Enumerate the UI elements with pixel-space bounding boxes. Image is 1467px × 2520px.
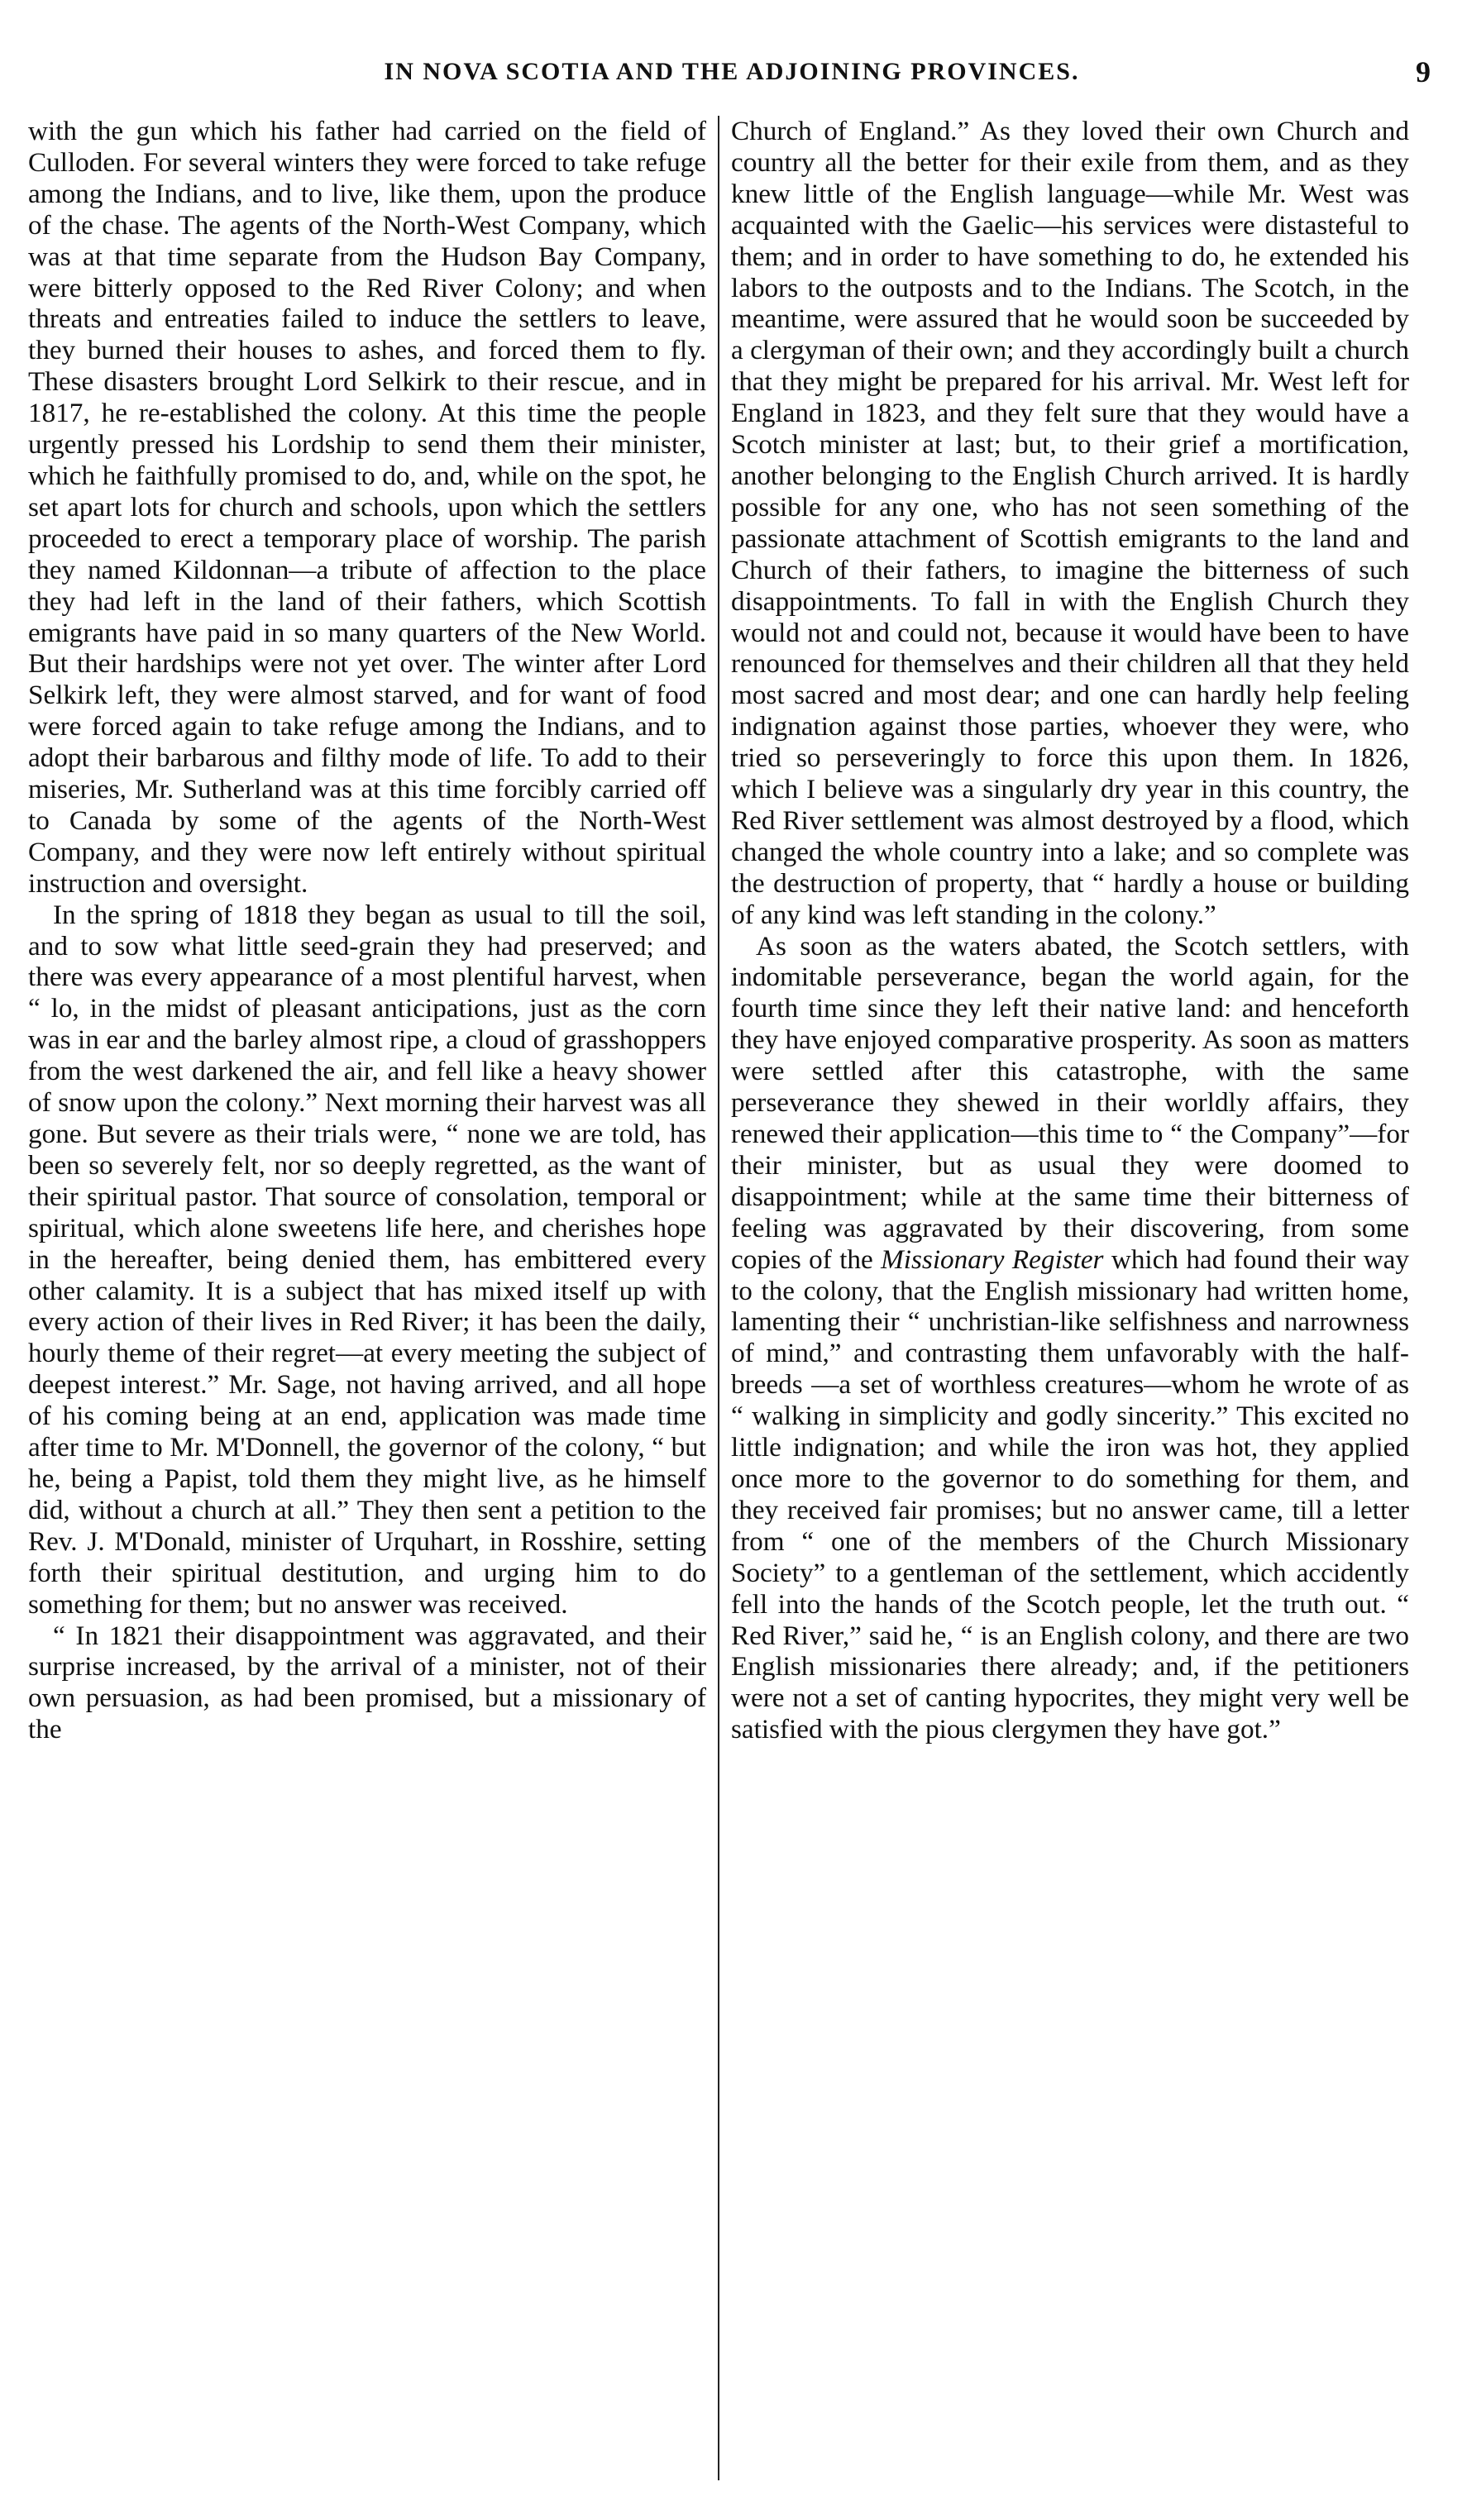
- right-paragraph-2-text-b: which had found their way to the colony, that the English missionary had written home, lamenting their “ unchristian-like selfishness and narrowness of mind,” and contrasting them unfavorably with the half-breeds —a set of worthless creatures—whom he wrote of as “ walking in simplicity and godly sincerity.” This excited no little indignation; and while the iron was hot, they applied once more to the governor to do something for them, and they received fair promises; but no answer came, till a letter from “ one of the members of the Church Missionary Society” to a gentleman of the settlement, which accidently fell into the hands of the Scotch people, let the truth out. “ Red River,” said he, “ is an English colony, and there are two English missionaries there already; and, if the petitioners were not a set of canting hypocrites, they might very well be satisfied with the pious clergymen they have got.”: [731, 1243, 1409, 1745]
- right-paragraph-2-text-a: As soon as the waters abated, the Scotch settlers, with indomitable perseverance, began the world again, for the fourth time since they left their native land: and henceforth they have enjoyed comparative prosperity. As soon as matters were settled after this catastrophe, with the same perseverance they shewed in their worldly affairs, they renewed their application—this time to “ the Company”—for their minister, but as usual they were doomed to disappointment; while at the same time their bitterness of feeling was aggravated by their discovering, from some copies of the: [731, 930, 1409, 1275]
- right-paragraph-2: [731, 931, 1409, 1746]
- left-paragraph-1: with the gun which his father had carried on the field of Culloden. For several winters they were forced to take refuge among the Indians, and to live, like them, upon the produce of the chase. The agents of the North-West Company, which was at that time separate from the Hudson Bay Company, were bitterly opposed to the Red River Colony; and when threats and entreaties failed to induce the settlers to leave, they burned their houses to ashes, and forced them to fly. These disasters brought Lord Selkirk to their rescue, and in 1817, he re-established the colony. At this time the people urgently pressed his Lordship to send them their minister, which he faithfully promised to do, and, while on the spot, he set apart lots for church and schools, upon which the settlers proceeded to erect a temporary place of worship. The parish they named Kildonnan—a tribute of affection to the place they had left in the land of their fathers, which Scottish emigrants have paid in so many quarters of the New World. But their hardships were not yet over. The winter after Lord Selkirk left, they were almost starved, and for want of food were forced again to take refuge among the Indians, and to adopt their barbarous and filthy mode of life. To add to their miseries, Mr. Sutherland was at this time forcibly carried off to Canada by some of the agents of the North-West Company, and they were now left entirely without spiritual instruction and oversight.: [28, 116, 706, 899]
- missionary-register-title: Missionary Register: [881, 1243, 1104, 1275]
- column-divider: [718, 116, 719, 2480]
- page-number: 9: [1416, 55, 1431, 88]
- left-paragraph-3: “ In 1821 their disappointment was aggravated, and their surprise increased, by the arrival of a minister, not of their own persuasion, as had been promised, but a missionary of the: [28, 1620, 706, 1745]
- two-column-body: [28, 116, 1409, 2480]
- running-head: [33, 51, 1431, 93]
- left-paragraph-2: In the spring of 1818 they began as usual to till the soil, and to sow what little seed-grain they had preserved; and there was every appearance of a most plentiful harvest, when “ lo, in the midst of pleasant anticipations, just as the corn was in ear and the barley almost ripe, a cloud of grasshoppers from the west darkened the air, and fell like a heavy shower of snow upon the colony.” Next morning their harvest was all gone. But severe as their trials were, “ none we are told, has been so severely felt, nor so deeply regretted, as the want of their spiritual pastor. That source of consolation, temporal or spiritual, which alone sweetens life here, and cherishes hope in the hereafter, being denied them, has embittered every other calamity. It is a subject that has mixed itself up with every action of their lives in Red River; it has been the daily, hourly theme of their regret—at every meeting the subject of deepest interest.” Mr. Sage, not having arrived, and all hope of his coming being at an end, application was made time after time to Mr. M'Donnell, the governor of the colony, “ but he, being a Papist, told them they might live, as he himself did, without a church at all.” They then sent a petition to the Rev. J. M'Donald, minister of Urquhart, in Rosshire, setting forth their spiritual destitution, and urging him to do something for them; but no answer was received.: [28, 899, 706, 1620]
- left-column: [28, 116, 706, 2480]
- right-column: [731, 116, 1409, 2480]
- running-title: IN NOVA SCOTIA AND THE ADJOINING PROVINCES.: [384, 58, 1080, 85]
- right-paragraph-1: Church of England.” As they loved their own Church and country all the better for their exile from them, and as they knew little of the English language—while Mr. West was acquainted with the Gaelic—his services were distasteful to them; and in order to have something to do, he extended his labors to the outposts and to the Indians. The Scotch, in the meantime, were assured that he would soon be succeeded by a clergyman of their own; and they accordingly built a church that they might be prepared for his arrival. Mr. West left for England in 1823, and they felt sure that they would have a Scotch minister at last; but, to their grief a mortification, another belonging to the English Church arrived. It is hardly possible for any one, who has not seen something of the passionate attachment of Scottish emigrants to the land and Church of their fathers, to imagine the bitterness of such disappointments. To fall in with the English Church they would not and could not, because it would have been to have renounced for themselves and their children all that they held most sacred and most dear; and one can hardly help feeling indignation against those parties, whoever they were, who tried so perseveringly to force this upon them. In 1826, which I believe was a singularly dry year in this country, the Red River settlement was almost destroyed by a flood, which changed the whole country into a lake; and so complete was the destruction of property, that “ hardly a house or building of any kind was left standing in the colony.”: [731, 116, 1409, 930]
